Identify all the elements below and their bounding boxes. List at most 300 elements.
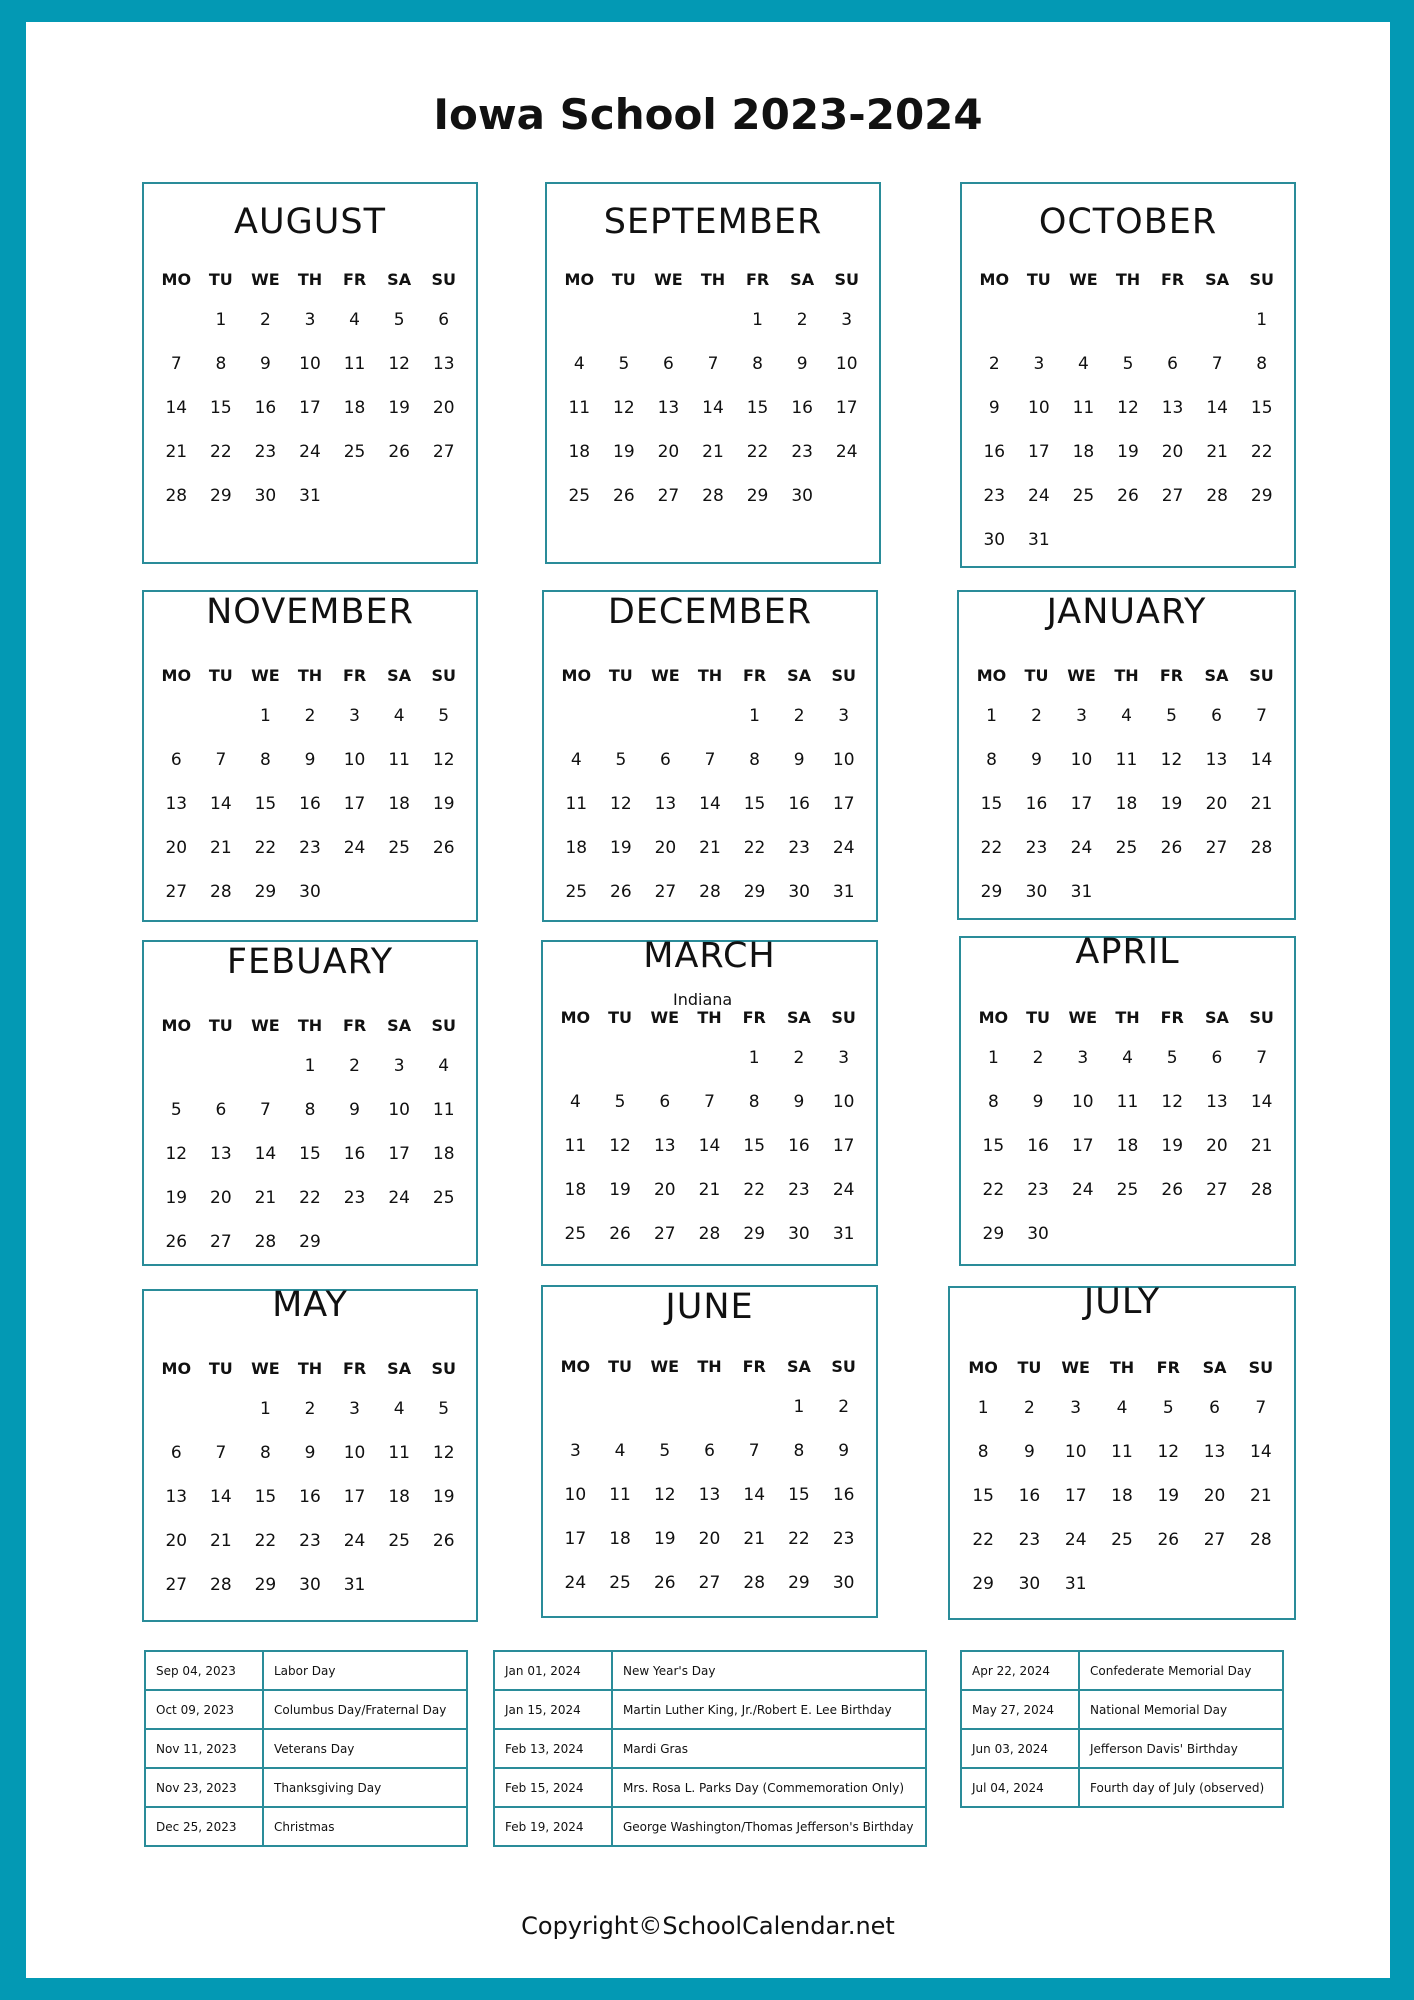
- day-cell: 26: [653, 1573, 676, 1593]
- month-name: JULY: [1083, 1282, 1161, 1322]
- weekday-label: TH: [697, 1008, 722, 1027]
- day-cell: 24: [299, 442, 321, 462]
- holiday-table: [960, 1650, 1284, 1808]
- day-cell: 4: [614, 1441, 626, 1461]
- day-cell: 12: [1161, 1092, 1184, 1112]
- day-cell: 31: [299, 486, 321, 506]
- day-cell: 16: [299, 1487, 321, 1507]
- weekday-label: TH: [297, 666, 323, 685]
- holiday-row: [494, 1729, 926, 1768]
- day-cell: 28: [702, 486, 724, 506]
- month-january: [957, 590, 1296, 920]
- day-cell: 10: [343, 750, 366, 770]
- day-cell: 13: [1161, 398, 1184, 418]
- weekday-label: WE: [651, 666, 680, 685]
- day-cell: 6: [1209, 1398, 1220, 1418]
- empty-cell: [732, 1385, 777, 1429]
- day-cell: 13: [1203, 1442, 1226, 1462]
- day-cell: 6: [659, 1092, 671, 1112]
- weekday-label: WE: [1068, 1008, 1098, 1027]
- month-november: [142, 590, 478, 922]
- weekday-label: WE: [251, 666, 280, 685]
- day-cell: 4: [569, 1092, 581, 1112]
- day-cell: 29: [210, 486, 232, 506]
- day-cell: 29: [788, 1573, 810, 1593]
- day-cell: 28: [254, 1232, 277, 1252]
- day-cell: 15: [254, 794, 277, 814]
- month-name: JANUARY: [1046, 592, 1207, 632]
- day-cell: 13: [165, 794, 188, 814]
- day-cell: 9: [304, 1443, 316, 1463]
- day-cell: 30: [1025, 882, 1048, 902]
- weekday-label: SA: [1205, 270, 1230, 289]
- day-cell: 10: [1028, 398, 1050, 418]
- day-cell: 30: [299, 882, 321, 902]
- holiday-row: [145, 1807, 467, 1846]
- empty-cell: [643, 694, 688, 738]
- day-cell: 17: [1070, 794, 1093, 814]
- day-cell: 29: [1250, 486, 1273, 506]
- weekday-label: TU: [1024, 666, 1049, 685]
- weekday-label: WE: [251, 1016, 280, 1035]
- day-cell: 24: [832, 1180, 855, 1200]
- holiday-name: Confederate Memorial Day: [1079, 1651, 1283, 1690]
- weekday-label: TH: [297, 1359, 323, 1378]
- weekday-label: WE: [251, 270, 280, 289]
- day-cell: 2: [793, 706, 805, 726]
- month-september: [545, 182, 881, 564]
- weekday-label: FR: [1160, 1008, 1184, 1027]
- day-cell: 27: [657, 486, 680, 506]
- holiday-table: [144, 1650, 468, 1847]
- day-cell: 14: [210, 794, 232, 814]
- day-cell: 4: [570, 750, 582, 770]
- day-cell: 5: [615, 750, 627, 770]
- day-cell: 20: [698, 1529, 721, 1549]
- weekday-label: MO: [968, 1358, 998, 1377]
- page-title: Iowa School 2023-2024: [433, 90, 983, 139]
- day-cell: 9: [988, 398, 1000, 418]
- day-cell: 12: [609, 1136, 631, 1156]
- holiday-name: National Memorial Day: [1079, 1690, 1283, 1729]
- weekday-label: FR: [342, 270, 367, 289]
- day-cell: 28: [743, 1573, 766, 1593]
- day-cell: 17: [1028, 442, 1050, 462]
- day-cell: 15: [788, 1485, 810, 1505]
- weekday-label: MO: [161, 666, 192, 685]
- empty-cell: [602, 298, 647, 342]
- weekday-label: SA: [787, 666, 812, 685]
- holiday-date: Apr 22, 2024: [961, 1651, 1079, 1690]
- empty-cell: [1017, 298, 1062, 342]
- day-cell: 15: [299, 1144, 321, 1164]
- day-cell: 18: [432, 1144, 455, 1164]
- day-cell: 22: [1250, 442, 1273, 462]
- day-cell: 13: [1205, 750, 1228, 770]
- month-april: [959, 932, 1296, 1266]
- day-cell: 1: [749, 706, 760, 726]
- day-cell: 30: [1018, 1574, 1041, 1594]
- empty-cell: [557, 298, 602, 342]
- day-cell: 3: [838, 1048, 850, 1068]
- day-cell: 31: [832, 882, 855, 902]
- weekday-label: TU: [208, 666, 233, 685]
- empty-cell: [154, 1044, 199, 1088]
- empty-cell: [687, 1036, 732, 1080]
- day-cell: 29: [743, 882, 766, 902]
- day-cell: 16: [1018, 1486, 1041, 1506]
- day-cell: 16: [254, 398, 277, 418]
- day-cell: 3: [349, 1399, 360, 1419]
- day-cell: 19: [653, 1529, 676, 1549]
- day-cell: 8: [977, 1442, 989, 1462]
- day-cell: 7: [215, 750, 227, 770]
- day-cell: 11: [432, 1100, 455, 1120]
- day-cell: 15: [254, 1487, 277, 1507]
- weekday-label: SU: [431, 1016, 456, 1035]
- empty-cell: [154, 1387, 199, 1431]
- day-cell: 12: [1160, 750, 1183, 770]
- day-cell: 23: [254, 442, 277, 462]
- day-cell: 18: [343, 398, 366, 418]
- day-cell: 27: [1205, 838, 1228, 858]
- month-name: JUNE: [665, 1287, 754, 1327]
- day-cell: 11: [1115, 750, 1138, 770]
- day-cell: 30: [791, 486, 813, 506]
- holiday-date: Oct 09, 2023: [145, 1690, 263, 1729]
- day-cell: 9: [838, 1441, 850, 1461]
- day-cell: 14: [1206, 398, 1228, 418]
- day-cell: 13: [1206, 1092, 1228, 1112]
- month-name: MAY: [272, 1285, 348, 1325]
- day-cell: 11: [388, 1443, 410, 1463]
- weekday-label: FR: [342, 1016, 367, 1035]
- day-cell: 18: [388, 794, 410, 814]
- calendar-page: [26, 22, 1390, 1978]
- day-cell: 8: [748, 1092, 760, 1112]
- empty-cell: [642, 1036, 687, 1080]
- holiday-name: Thanksgiving Day: [263, 1768, 467, 1807]
- weekday-label: SU: [431, 666, 456, 685]
- day-cell: 23: [1018, 1530, 1041, 1550]
- day-cell: 29: [299, 1232, 321, 1252]
- holiday-row: [145, 1768, 467, 1807]
- day-cell: 6: [660, 750, 671, 770]
- day-cell: 17: [835, 398, 858, 418]
- day-cell: 13: [210, 1144, 232, 1164]
- weekday-label: WE: [1069, 270, 1098, 289]
- day-cell: 15: [982, 1136, 1005, 1156]
- day-cell: 9: [1024, 1442, 1035, 1462]
- day-cell: 7: [704, 1092, 715, 1112]
- day-cell: 14: [254, 1144, 277, 1164]
- month-febuary: [142, 940, 478, 1266]
- day-cell: 23: [343, 1188, 366, 1208]
- day-cell: 13: [698, 1485, 721, 1505]
- day-cell: 20: [210, 1188, 232, 1208]
- day-grid: [154, 262, 466, 518]
- weekday-label: FR: [742, 1008, 766, 1027]
- empty-cell: [1061, 298, 1106, 342]
- day-cell: 16: [788, 794, 810, 814]
- weekday-label: MO: [561, 666, 592, 685]
- day-cell: 31: [1064, 1574, 1087, 1594]
- holiday-date: Nov 23, 2023: [145, 1768, 263, 1807]
- weekday-label: FR: [1156, 1358, 1180, 1377]
- weekday-label: TU: [208, 1359, 233, 1378]
- day-cell: 5: [438, 1399, 450, 1419]
- day-cell: 19: [1161, 1136, 1184, 1156]
- empty-cell: [972, 298, 1017, 342]
- day-cell: 2: [1024, 1398, 1035, 1418]
- empty-cell: [598, 1036, 643, 1080]
- empty-cell: [154, 298, 199, 342]
- month-name: OCTOBER: [1038, 202, 1218, 242]
- day-cell: 14: [698, 1136, 721, 1156]
- day-cell: 23: [788, 1180, 810, 1200]
- month-name: DECEMBER: [607, 592, 813, 632]
- day-cell: 4: [1121, 706, 1132, 726]
- empty-cell: [642, 1385, 687, 1429]
- day-cell: 7: [1256, 1048, 1268, 1068]
- day-cell: 25: [1111, 1530, 1133, 1550]
- day-cell: 28: [1250, 1180, 1273, 1200]
- day-cell: 23: [1027, 1180, 1049, 1200]
- day-cell: 28: [210, 1575, 232, 1595]
- day-cell: 22: [746, 442, 769, 462]
- day-cell: 21: [210, 1531, 232, 1551]
- weekday-label: SA: [786, 1008, 811, 1027]
- weekday-label: TU: [608, 1008, 633, 1027]
- day-cell: 19: [609, 1180, 631, 1200]
- holiday-date: Jun 03, 2024: [961, 1729, 1079, 1768]
- day-cell: 20: [432, 398, 455, 418]
- day-cell: 14: [1250, 750, 1273, 770]
- day-cell: 1: [793, 1397, 805, 1417]
- weekday-label: TH: [1114, 666, 1139, 685]
- month-name: APRIL: [1075, 932, 1180, 972]
- day-cell: 30: [1027, 1224, 1049, 1244]
- day-cell: 2: [349, 1056, 360, 1076]
- empty-cell: [199, 1044, 244, 1088]
- weekday-label: TH: [697, 666, 723, 685]
- weekday-label: TH: [700, 270, 726, 289]
- day-cell: 10: [299, 354, 321, 374]
- day-cell: 9: [793, 750, 805, 770]
- day-cell: 18: [1116, 1136, 1139, 1156]
- holiday-name: Columbus Day/Fraternal Day: [263, 1690, 467, 1729]
- day-cell: 4: [1122, 1048, 1133, 1068]
- day-cell: 24: [1064, 1530, 1087, 1550]
- day-cell: 5: [438, 706, 450, 726]
- day-cell: 6: [704, 1441, 715, 1461]
- day-cell: 31: [1070, 882, 1093, 902]
- weekday-label: WE: [650, 1008, 680, 1027]
- day-grid: [154, 1008, 466, 1264]
- day-cell: 29: [254, 1575, 277, 1595]
- day-cell: 25: [432, 1188, 455, 1208]
- day-grid: [154, 1351, 466, 1607]
- holiday-row: [961, 1729, 1283, 1768]
- day-cell: 25: [564, 1224, 587, 1244]
- day-cell: 2: [793, 1048, 805, 1068]
- day-cell: 12: [432, 750, 455, 770]
- weekday-label: SA: [1204, 666, 1229, 685]
- month-august: [142, 182, 478, 564]
- day-cell: 18: [388, 1487, 410, 1507]
- weekday-label: FR: [745, 270, 770, 289]
- day-cell: 26: [1161, 1180, 1184, 1200]
- day-cell: 2: [988, 354, 1000, 374]
- holiday-row: [494, 1690, 926, 1729]
- day-cell: 31: [1028, 530, 1050, 550]
- day-cell: 27: [432, 442, 455, 462]
- day-cell: 8: [793, 1441, 805, 1461]
- holiday-date: Feb 19, 2024: [494, 1807, 612, 1846]
- day-cell: 4: [573, 354, 585, 374]
- day-cell: 14: [210, 1487, 232, 1507]
- weekday-label: SU: [831, 666, 856, 685]
- empty-cell: [687, 1385, 732, 1429]
- day-cell: 17: [1064, 1486, 1087, 1506]
- day-cell: 14: [699, 794, 721, 814]
- day-cell: 1: [215, 310, 227, 330]
- day-cell: 28: [1250, 838, 1273, 858]
- day-cell: 8: [986, 750, 997, 770]
- day-cell: 21: [254, 1188, 277, 1208]
- day-cell: 12: [1117, 398, 1139, 418]
- day-cell: 20: [165, 1531, 188, 1551]
- day-cell: 9: [349, 1100, 360, 1120]
- day-cell: 22: [743, 838, 766, 858]
- day-cell: 4: [1078, 354, 1089, 374]
- empty-cell: [199, 1387, 244, 1431]
- day-cell: 10: [832, 750, 855, 770]
- day-cell: 25: [568, 486, 591, 506]
- weekday-label: MO: [976, 666, 1007, 685]
- day-cell: 7: [215, 1443, 227, 1463]
- day-cell: 22: [980, 838, 1003, 858]
- day-cell: 28: [165, 486, 188, 506]
- holiday-row: [961, 1768, 1283, 1807]
- day-cell: 7: [1211, 354, 1223, 374]
- day-cell: 18: [564, 1180, 587, 1200]
- day-cell: 25: [388, 1531, 410, 1551]
- day-cell: 22: [210, 442, 232, 462]
- day-grid: [553, 1000, 866, 1256]
- day-cell: 4: [393, 706, 405, 726]
- day-cell: 26: [165, 1232, 188, 1252]
- day-cell: 22: [743, 1180, 766, 1200]
- day-cell: 30: [983, 530, 1006, 550]
- empty-cell: [554, 694, 599, 738]
- day-cell: 16: [343, 1144, 366, 1164]
- day-cell: 3: [838, 706, 850, 726]
- day-cell: 21: [1250, 1486, 1272, 1506]
- weekday-label: SA: [790, 270, 815, 289]
- day-cell: 24: [564, 1573, 587, 1593]
- day-cell: 7: [170, 354, 182, 374]
- day-cell: 30: [832, 1573, 855, 1593]
- day-cell: 26: [1157, 1530, 1180, 1550]
- day-cell: 18: [1072, 442, 1095, 462]
- holiday-name: Christmas: [263, 1807, 467, 1846]
- weekday-label: TU: [208, 270, 233, 289]
- day-cell: 12: [653, 1485, 676, 1505]
- holiday-row: [494, 1807, 926, 1846]
- day-cell: 3: [349, 706, 360, 726]
- weekday-label: SU: [431, 1359, 456, 1378]
- day-cell: 16: [832, 1485, 855, 1505]
- empty-cell: [646, 298, 691, 342]
- day-cell: 27: [1203, 1530, 1226, 1550]
- day-cell: 27: [654, 882, 677, 902]
- day-cell: 6: [663, 354, 674, 374]
- weekday-label: FR: [342, 1359, 367, 1378]
- day-cell: 27: [165, 1575, 188, 1595]
- day-cell: 13: [653, 1136, 676, 1156]
- day-cell: 23: [788, 838, 810, 858]
- day-cell: 14: [743, 1485, 766, 1505]
- empty-cell: [199, 694, 244, 738]
- day-cell: 14: [1250, 1092, 1273, 1112]
- day-cell: 1: [977, 1398, 989, 1418]
- weekday-label: TU: [1026, 270, 1051, 289]
- day-cell: 17: [299, 398, 321, 418]
- holiday-date: Sep 04, 2023: [145, 1651, 263, 1690]
- day-cell: 24: [832, 838, 855, 858]
- day-cell: 19: [610, 838, 632, 858]
- day-cell: 26: [1117, 486, 1139, 506]
- empty-cell: [1150, 298, 1195, 342]
- day-cell: 29: [982, 1224, 1005, 1244]
- holiday-date: Jan 01, 2024: [494, 1651, 612, 1690]
- day-cell: 16: [788, 1136, 810, 1156]
- day-cell: 27: [1206, 1180, 1228, 1200]
- holiday-row: [145, 1690, 467, 1729]
- day-cell: 15: [210, 398, 232, 418]
- month-name: NOVEMBER: [206, 592, 414, 632]
- month-name: SEPTEMBER: [603, 202, 823, 242]
- day-cell: 14: [165, 398, 188, 418]
- day-cell: 19: [432, 794, 455, 814]
- day-cell: 1: [752, 310, 763, 330]
- weekday-label: WE: [1061, 1358, 1090, 1377]
- day-cell: 16: [299, 794, 321, 814]
- day-cell: 25: [388, 838, 410, 858]
- day-cell: 17: [388, 1144, 410, 1164]
- day-cell: 9: [796, 354, 808, 374]
- day-cell: 28: [699, 882, 721, 902]
- day-cell: 10: [1071, 1092, 1094, 1112]
- weekday-label: MO: [161, 1016, 192, 1035]
- day-cell: 12: [388, 354, 410, 374]
- day-cell: 8: [215, 354, 227, 374]
- weekday-label: SU: [1249, 1008, 1274, 1027]
- empty-cell: [553, 1036, 598, 1080]
- day-cell: 21: [699, 838, 721, 858]
- weekday-label: SA: [387, 270, 412, 289]
- day-cell: 2: [304, 706, 316, 726]
- day-cell: 9: [1032, 1092, 1044, 1112]
- day-cell: 27: [653, 1224, 676, 1244]
- weekday-label: MO: [978, 1008, 1009, 1027]
- day-cell: 29: [254, 882, 277, 902]
- day-cell: 12: [432, 1443, 455, 1463]
- weekday-label: TH: [297, 270, 323, 289]
- day-cell: 24: [343, 838, 366, 858]
- day-cell: 23: [832, 1529, 855, 1549]
